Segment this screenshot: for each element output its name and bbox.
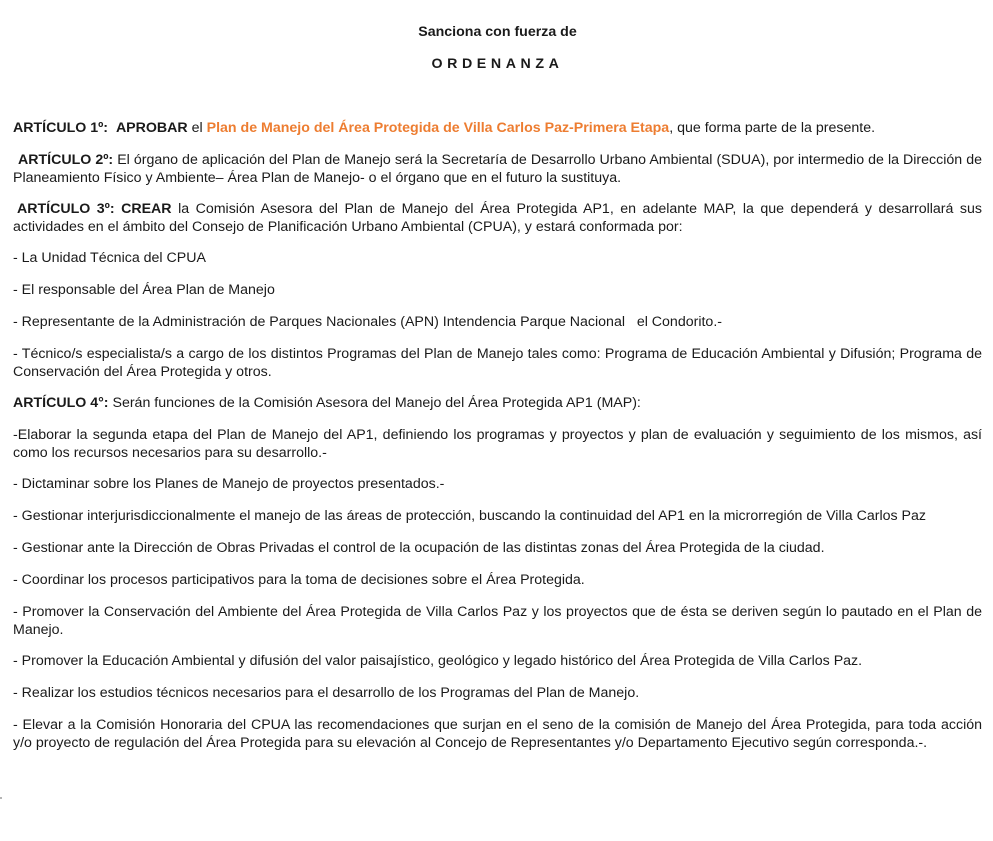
- article-4: [13, 395, 982, 413]
- function-item: - Gestionar interjurisdiccionalmente el manejo de las áreas de protección, buscando la continuidad del AP1 en la microrregión de Villa Carlos Paz: [13, 508, 926, 524]
- sanction-heading: Sanciona con fuerza de: [418, 24, 577, 40]
- article-3: [13, 201, 982, 236]
- member-item: - El responsable del Área Plan de Manejo: [13, 282, 275, 298]
- article-4-text: Serán funciones de la Comisión Asesora del Manejo del Área Protegida AP1 (MAP):: [112, 395, 641, 411]
- function-item: - Promover la Educación Ambiental y difusión del valor paisajístico, geológico y legado histórico del Área Protegida de Villa Carlos Paz.: [13, 653, 863, 669]
- plan-title-highlight: Plan de Manejo del Área Protegida de Villa Carlos Paz-Primera Etapa: [206, 120, 670, 136]
- article-1-post: , que forma parte de la presente.: [669, 120, 876, 136]
- member-item: - Técnico/s especialista/s a cargo de los distintos Programas del Plan de Manejo tales como: Programa de Educación Ambiental y Difusión; Programa de Conservación del Área Protegida y otros.: [13, 346, 982, 380]
- article-3-label: ARTÍCULO 3º: CREAR: [17, 201, 172, 217]
- member-item: - La Unidad Técnica del CPUA: [13, 250, 206, 266]
- article-1-verb: APROBAR: [115, 120, 188, 136]
- function-item: - Coordinar los procesos participativos para la toma de decisiones sobre el Área Protegida.: [13, 572, 585, 588]
- article-1-pre: el: [191, 120, 203, 136]
- article-2: [13, 152, 982, 187]
- function-item: - Gestionar ante la Dirección de Obras Privadas el control de la ocupación de las distintas zonas del Área Protegida de la ciudad.: [13, 540, 825, 556]
- scan-dot: [0, 797, 2, 799]
- function-item: - Elevar a la Comisión Honoraria del CPUA las recomendaciones que surjan en el seno de la comisión de Manejo del Área Protegida, para toda acción y/o proyecto de regulación del Área Protegida para su elevación al Concejo de Representantes y/o Departamento Ejecutivo según corresponda.-.: [13, 717, 982, 751]
- function-item: -Elaborar la segunda etapa del Plan de Manejo del AP1, definiendo los programas y proyectos y plan de evaluación y seguimiento de los mismos, así como los recursos necesarios para su desarrollo.-: [13, 427, 982, 461]
- article-2-label: ARTÍCULO 2º:: [18, 152, 114, 168]
- function-item: - Dictaminar sobre los Planes de Manejo de proyectos presentados.-: [13, 476, 445, 492]
- article-1-label: ARTÍCULO 1º:: [13, 120, 109, 136]
- article-1: [13, 120, 982, 138]
- ordinance-title: ORDENANZA: [431, 56, 564, 72]
- article-4-label: ARTÍCULO 4°:: [13, 395, 109, 411]
- article-3-text: la Comisión Asesora del Plan de Manejo del Área Protegida AP1, en adelante MAP, la que dependerá y desarrollará sus actividades en el ámbito del Consejo de Planificación Urbano Ambiental (CPUA), y estará conformada por:: [13, 201, 982, 235]
- function-item: - Realizar los estudios técnicos necesarios para el desarrollo de los Programas del Plan de Manejo.: [13, 685, 640, 701]
- article-2-text: El órgano de aplicación del Plan de Manejo será la Secretaría de Desarrollo Urbano Ambiental (SDUA), por intermedio de la Dirección de Planeamiento Físico y Ambiente– Área Plan de Manejo- o el órgano que en el futuro la sustituya.: [13, 152, 982, 186]
- member-item: - Representante de la Administración de Parques Nacionales (APN) Intendencia Parque Nacional el Condorito.-: [13, 314, 722, 330]
- function-item: - Promover la Conservación del Ambiente del Área Protegida de Villa Carlos Paz y los proyectos que de ésta se deriven según lo pautado en el Plan de Manejo.: [13, 604, 982, 638]
